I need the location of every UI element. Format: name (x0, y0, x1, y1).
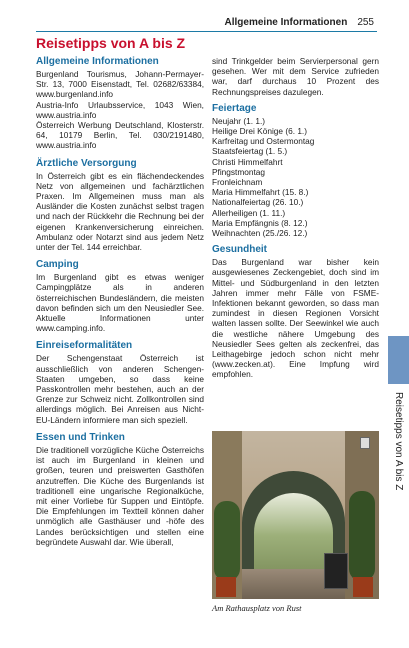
section-heading: Essen und Trinken (36, 431, 125, 443)
contact-austria-info: Austria-Info Urlaubsservice, 1043 Wien, www.austria.info (36, 99, 204, 120)
contact-burgenland-tourismus: Burgenland Tourismus, Johann-Permayer-Str. 13, 7000 Eisenstadt, Tel. 02682/63384, www.burgenland.info (36, 69, 204, 100)
page-number: 255 (357, 17, 374, 28)
holiday-item: Christi Himmelfahrt (212, 156, 283, 167)
section-text: In Österreich gibt es ein flächendeckendes Netz von allgemeinen und fachärztlichen Praxen. Im Allgemeinen muss man als Ausländer die Kosten zunächst selbst tragen und nach der Rückkehr die Rechnung bei der eigenen Krankenversicherung einreichen. Ambulanz oder Notarzt sind aus jedem Netz unter der Tel. 144 erreichbar. (36, 170, 204, 253)
photo-pot-left (216, 577, 236, 597)
photo-caption: Am Rathausplatz von Rust (212, 603, 302, 613)
section-heading: Einreiseformalitäten (36, 340, 133, 352)
running-header-section: Allgemeine Informationen (224, 17, 348, 28)
running-header (204, 14, 374, 28)
section-heading-gesundheit: Gesundheit (212, 244, 268, 256)
holiday-item: Allerheiligen (1. 11.) (212, 207, 286, 218)
section-heading: Ärztliche Versorgung (36, 157, 137, 169)
left-column (36, 56, 204, 554)
holiday-item: Fronleichnam (212, 177, 263, 188)
section-text: Der Schengenstaat Österreich ist ausschließlich von anderen Schengen-Staaten umgeben, so dass keine Passkontrollen mehr bestehen, auch an der Grenze zur Schweiz nicht. Zollkontrollen sind allerdings möglich. Bei Anreisen aus Nicht-EU-Ländern informiere man sich speziell. (36, 353, 204, 425)
holiday-item: Karfreitag und Ostermontag (212, 136, 315, 147)
section-essen-und-trinken (36, 432, 204, 547)
thumb-index-tab (388, 336, 409, 384)
section-einreiseformalitaeten (36, 340, 204, 424)
holiday-item: Heilige Drei Könige (6. 1.) (212, 126, 307, 137)
thumb-index-label: Reisetipps von A bis Z (393, 392, 404, 491)
header-rule (36, 31, 377, 32)
section-text: Die traditionell vorzügliche Küche Österreichs ist auch im Burgenland in kleinen und großen, teuren und preiswerten Gasthöfen anzutreffen. Die Küche des Burgenlands ist traditionell eine ungarische Regionalküche, mit einer Vorliebe für Suppen und Eintöpfe. Die Empfehlungen im Textteil können daher unmöglich alle Gasthäuser und -höfe des Landes berücksichtigen und stellen eine begründete Auswahl dar. Wie überall, (36, 444, 204, 547)
section-heading: Allgemeine Informationen (36, 56, 159, 67)
holiday-item: Neujahr (1. 1.) (212, 115, 266, 126)
page-title: Reisetipps von A bis Z (36, 35, 186, 51)
contact-oesterreich-werbung: Österreich Werbung Deutschland, Klosterstr. 64, 10179 Berlin, Tel. 030/2191480, www.austria.info (36, 120, 204, 151)
section-allgemeine-informationen (36, 56, 204, 151)
holiday-item: Nationalfeiertag (26. 10.) (212, 197, 304, 208)
holiday-item: Pfingstmontag (212, 166, 266, 177)
continued-text: sind Trinkgelder beim Servierpersonal gern gesehen. Wer mit dem Service zufrieden war, darf durchaus 10 Prozent des Rechnungspreises dazulegen. (212, 56, 379, 97)
photo-pot-right (353, 577, 373, 597)
section-heading-feiertage: Feiertage (212, 102, 257, 114)
holiday-item: Maria Empfängnis (8. 12.) (212, 217, 308, 228)
photo-plant-left (214, 501, 240, 581)
rust-courtyard-photo (212, 431, 379, 599)
holiday-item: Weihnachten (25./26. 12.) (212, 228, 308, 239)
section-text: Das Burgenland war bisher kein ausgewiesenes Zeckengebiet, doch sind im Mittel- und Südburgenland in den letzten Jahren immer mehr Fälle von FSME-Infektionen bekannt geworden, so dass man zumindest in diesen Regionen Vorsicht walten lassen sollte. Der Seewinkel wie auch die westliche nähere Umgebung des Neusiedler Sees gelten als zeckenfrei, das Leithagebirge jedoch schon nicht mehr (www.zecken.at). Eine Impfung wird empfohlen. (212, 257, 379, 380)
holiday-list (212, 116, 379, 238)
holiday-item: Maria Himmelfahrt (15. 8.) (212, 187, 309, 198)
photo-plaque (360, 437, 370, 449)
section-aerztliche-versorgung (36, 158, 204, 253)
section-heading: Camping (36, 259, 79, 271)
photo-menu-board (324, 553, 348, 589)
photo-plant-right (349, 491, 375, 581)
section-camping (36, 259, 204, 333)
section-text: Im Burgenland gibt es etwas weniger Campingplätze als in anderen österreichischen Bundesländern, die meisten davon befinden sich um den Neusiedler See. Aktuelle Informationen unter www.camping.info. (36, 272, 204, 334)
right-column (212, 56, 379, 386)
holiday-item: Staatsfeiertag (1. 5.) (212, 146, 288, 157)
